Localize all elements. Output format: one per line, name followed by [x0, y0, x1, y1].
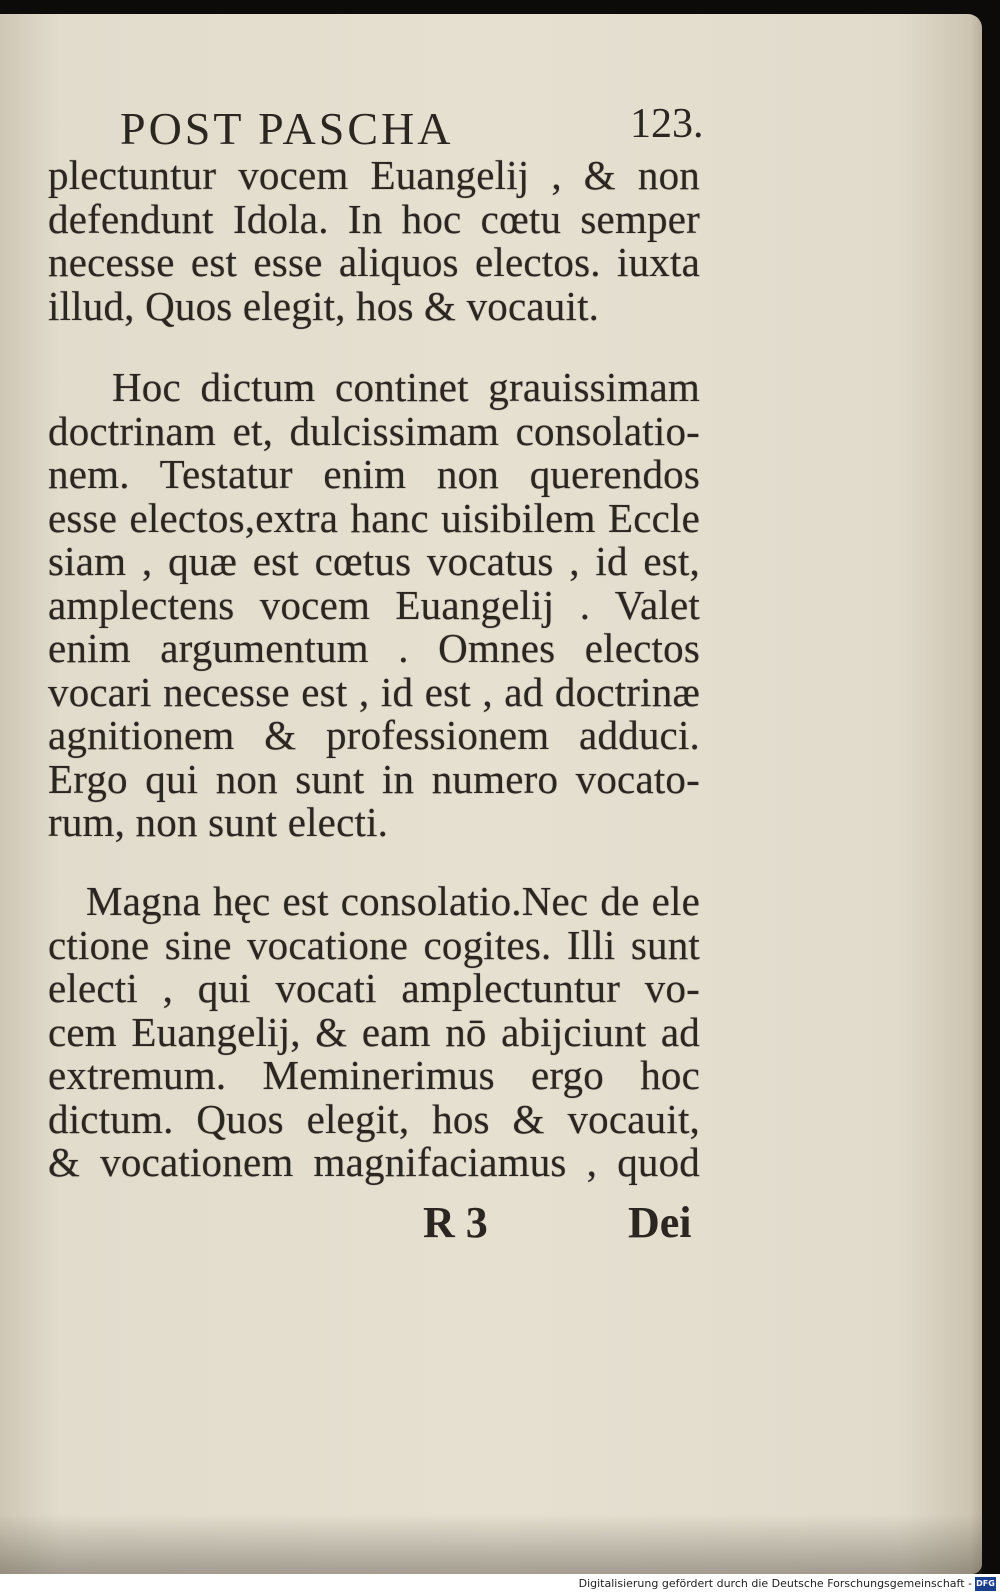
text-line: agnitionem & professionem adduci.	[48, 712, 700, 758]
page-number: 123.	[630, 101, 704, 147]
text-line: electi , qui vocati amplectuntur vo-	[48, 965, 700, 1011]
footer-bar	[0, 1574, 1000, 1596]
text-line: enim argumentum . Omnes electos	[48, 625, 700, 671]
text-line: defendunt Idola. In hoc cœtu semper	[48, 195, 700, 242]
text-line: dictum. Quos elegit, hos & vocauit,	[48, 1095, 700, 1142]
paragraph-1	[48, 154, 700, 328]
text-line: nem. Testatur enim non querendos	[48, 451, 700, 497]
dfg-logo-icon: DFG	[975, 1577, 996, 1591]
text-line: extremum. Meminerimus ergo hoc	[48, 1052, 700, 1098]
text-line: ctione sine vocatione cogites. Illi sunt	[48, 921, 700, 968]
funding-credit: Digitalisierung gefördert durch die Deutsche Forschungsgemeinschaft -	[578, 1577, 972, 1590]
text-line: plectuntur vocem Euangelij , & non	[48, 152, 700, 198]
running-title: POST PASCHA	[120, 103, 454, 154]
text-line: cem Euangelij, & eam nō abijciunt ad	[48, 1008, 700, 1055]
text-line: Ergo qui non sunt in numero vocato-	[48, 755, 700, 802]
text-line: & vocationem magnifaciamus , quod	[48, 1139, 700, 1185]
text-line: vocari necesse est , id est , ad doctrinæ	[48, 668, 700, 715]
text-line: Hoc dictum continet grauissimam	[112, 364, 700, 410]
text-line: esse electos,extra hanc uisibilem Eccle	[48, 494, 700, 541]
paragraph-2	[48, 366, 700, 845]
text-line: necesse est esse aliquos electos. iuxta	[48, 239, 700, 285]
text-line: siam , quæ est cœtus vocatus , id est,	[48, 538, 700, 584]
text-line: rum, non sunt electi.	[48, 799, 389, 845]
text-line: doctrinam et, dulcissimam consolatio-	[48, 407, 700, 454]
book-page	[0, 14, 982, 1574]
text-line: Magna hęc est consolatio.Nec de ele	[86, 878, 700, 924]
catchword: Dei	[628, 1198, 692, 1247]
signature-mark: R 3	[423, 1198, 488, 1247]
text-line: illud, Quos elegit, hos & vocauit.	[48, 282, 600, 329]
paragraph-3	[48, 880, 700, 1185]
text-line: amplectens vocem Euangelij . Valet	[48, 581, 700, 628]
